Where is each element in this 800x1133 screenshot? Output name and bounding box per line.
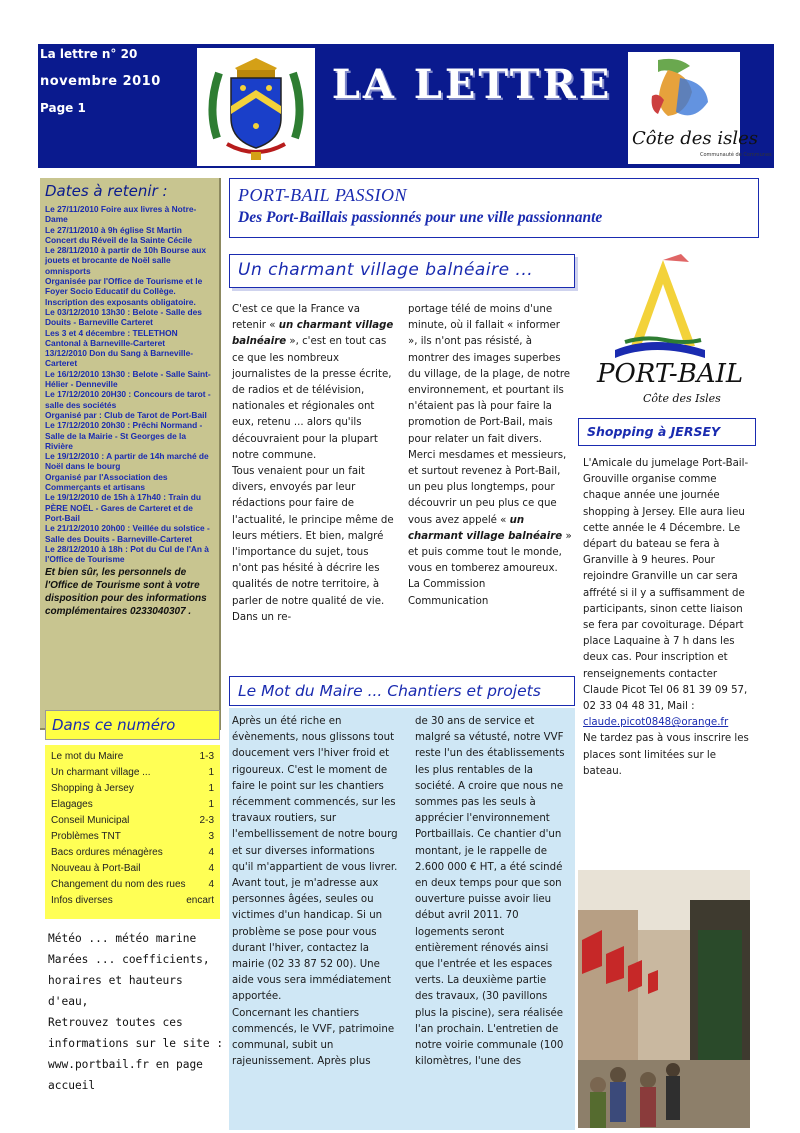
toc-label: Conseil Municipal [51, 815, 130, 826]
article-emphasis: un charmant village balnéaire [408, 514, 563, 542]
date-item: Le 17/12/2010 20H30 : Concours de tarot - salle des sociétés [45, 389, 211, 410]
issue-number: La lettre n° 20 [40, 47, 138, 61]
toc-label: Un charmant village ... [51, 767, 151, 778]
date-item: Le 19/12/2010 : A partir de 14h marché de Noël dans le bourg [45, 451, 209, 472]
issue-info [40, 46, 161, 116]
newsletter-title: LA LETTRE [331, 61, 613, 108]
date-item: Le 28/12/2010 à 18h : Pot du Cul de l'An à l'Office de Tourisme [45, 543, 209, 565]
article-text: Tous venaient pour un fait divers, envoyés par leur rédactions pour faire de l'actualité, le principe même de leurs métiers. Et bien, malgré l'importance du sujet, tous n'ont pas hésité à décrire les qualités de notre territoire, à parler de notre qualité de vie. Dans un re- [232, 466, 394, 623]
toc-title: Dans ce numéro [52, 716, 176, 734]
issue-date: novembre 2010 [40, 74, 161, 89]
jersey-street-photo [578, 870, 750, 1128]
article-text: C'est ce que la France va retenir « [232, 304, 360, 332]
date-item: Le 21/12/2010 20h00 : Veillée du solstice - Salle des Douits - Barneville-Carteret [45, 523, 210, 544]
toc-label: Problèmes TNT [51, 831, 121, 842]
meteo-note [48, 928, 226, 1096]
toc-row[interactable] [51, 781, 214, 797]
maire-article-header [229, 676, 575, 706]
dates-panel [40, 178, 221, 730]
date-item: Le 19/12/2010 de 15h à 17h40 : Train du PÈRE NOËL - Gares de Carteret et de Port-Bail [45, 492, 201, 523]
contact-email-link[interactable]: claude.picot0848@orange.fr [583, 717, 729, 729]
jersey-article-title: Shopping à JERSEY [587, 424, 721, 439]
port-bail-logo-subtext: Côte des Isles [643, 392, 721, 405]
date-item: Les 3 et 4 décembre : TELETHON Cantonal à Barneville-Carteret [45, 327, 178, 348]
article-signature: La Commission [408, 579, 486, 591]
jersey-article-body [583, 456, 753, 780]
toc-label: Changement du nom des rues [51, 879, 186, 890]
toc-page: 1 [208, 799, 214, 810]
toc-row[interactable] [51, 829, 214, 845]
village-column-1 [232, 302, 396, 626]
article-text: Avant tout, je m'adresse aux personnes âgées, seules ou victimes d'un handicap. Si un problème se pose pour vous durant l'hiver, contactez la mairie (02 33 87 52 00). Une aide vous sera immédiatement apportée. [232, 878, 391, 1003]
toc-page: 1 [208, 767, 214, 778]
cote-des-isles-logo [628, 52, 772, 164]
toc-page: 1 [208, 783, 214, 794]
toc-row[interactable] [51, 845, 214, 861]
toc-label: Elagages [51, 799, 93, 810]
toc-label: Shopping à Jersey [51, 783, 134, 794]
village-article-title: Un charmant village balnéaire ... [238, 260, 534, 280]
toc-row[interactable] [51, 797, 214, 813]
toc-row[interactable] [51, 813, 214, 829]
dates-title: Dates à retenir : [45, 182, 168, 200]
toc-row[interactable] [51, 765, 214, 781]
article-text: de 30 ans de service et malgré sa vétusté, notre VVF reste l'un des établissements les plus rentables de la société. A croire que nous ne sommes pas les seuls à apprécier l'environnement Portbaillais. Ce chantier d'un montant, je le rappelle de 2.600 000 € HT, a été scindé en deux temps pour que son ouverture puisse avoir lieu début avril 2011. 70 logements seront entièrement rénovés ainsi que l'entrée et les espaces verts. La deuxième partie des travaux, (30 pavillons plus la piscine), sera réalisée l'an prochain. L'entretien de notre voirie communale (100 kilomètres, l'une des [415, 716, 565, 1068]
logo-cote-text: Côte des isles [632, 128, 758, 149]
article-text: », c'est en tout cas ce que les nombreux journalistes de la presse écrite, de radios et de télévision, nationales et régionales ont eux, retenu ... alors qu'ils découvraient pour la plupart notre commune. [232, 336, 392, 461]
article-signature: Communication [408, 595, 489, 607]
date-item: Le 16/12/2010 13h30 : Belote - Salle Saint-Hélier - Denneville [45, 368, 211, 390]
date-item: 13/12/2010 Don du Sang à Barneville-Carteret [45, 348, 194, 369]
toc-label: Nouveau à Port-Bail [51, 863, 141, 874]
headline-subtitle: Des Port-Baillais passionnés pour une ville passionnante [238, 209, 603, 226]
date-item: Organisée par l'Office de Tourisme et le Foyer Socio Educatif du Collège. Inscription des exposants obligatoire. [45, 276, 203, 307]
date-item: Le 03/12/2010 13h30 : Belote - Salle des Douits - Barneville Carteret [45, 306, 202, 328]
maire-column-1 [232, 714, 399, 1070]
toc-row[interactable] [51, 861, 214, 877]
dates-footer: Et bien sûr, les personnels de l'Office de Tourisme sont à votre disposition pour des informations complémentaires 0233040307 . [45, 567, 207, 618]
date-item: Le 17/12/2010 20h30 : Prêchi Normand - Salle de la Mairie - St Georges de la Rivière [45, 420, 203, 451]
article-text: L'Amicale du jumelage Port-Bail-Grouville organise comme chaque année une journée shopping à Jersey. Elle aura lieu cette année le 4 Décembre. Le départ du bateau se fera à Granville à 9 heures. Pour rejoindre Granville un car sera affrété si il y a suffisamment de participants, sinon cette liaison se fera par covoiturage. Départ place Laquaine à 7 h dans les deux cas. Pour inscription et renseignements contacter Claude Picot Tel 06 81 39 09 57, 02 33 04 48 31, Mail : [583, 458, 749, 713]
maire-column-2 [415, 714, 567, 1070]
toc-page: 1-3 [199, 751, 214, 762]
meteo-line: Retrouvez toutes ces informations sur le site : www.portbail.fr en page accueil [48, 1016, 224, 1092]
dates-list [45, 204, 214, 564]
meteo-line: Marées ... coefficients, horaires et hauteurs d'eau, [48, 953, 210, 1008]
article-text: » et puis comme tout le monde, vous en tomberez amoureux. [408, 530, 572, 575]
article-text: Ne tardez pas à vous inscrire les places sont limitées sur le bateau. [583, 733, 749, 777]
article-text: Après un été riche en évènements, nous glissons tout doucement vers l'hiver froid et rigoureux. C'est le moment de faire le point sur les chantiers récemment commencés, sur les travaux routiers, sur l'embellissement de notre bourg et sur diverses informations qu'il m'appartient de vous livrer. [232, 716, 398, 873]
date-item: Organisé par l'Association des Commerçants et artisans [45, 471, 168, 493]
toc-row[interactable] [51, 877, 214, 893]
port-bail-logo [585, 254, 744, 409]
village-column-2 [408, 302, 572, 610]
toc-page: 4 [208, 879, 214, 890]
jersey-article-header [578, 418, 756, 446]
date-item: Organisé par : Club de Tarot de Port-Bail [45, 409, 207, 420]
date-item: Le 27/11/2010 à 9h église St Martin Concert du Réveil de la Sainte Cécile [45, 224, 193, 245]
headline-title: PORT-BAIL PASSION [238, 185, 407, 205]
toc-label: Infos diverses [51, 895, 113, 906]
toc-page: 2-3 [199, 815, 214, 826]
toc-label: Le mot du Maire [51, 751, 124, 762]
toc-panel [45, 745, 220, 919]
port-bail-logo-text: PORT-BAIL [597, 359, 744, 389]
toc-page: 4 [208, 863, 214, 874]
village-article-header [229, 254, 575, 288]
headline-box [229, 178, 759, 238]
toc-row[interactable] [51, 749, 214, 765]
toc-label: Bacs ordures ménagères [51, 847, 163, 858]
toc-page: 4 [208, 847, 214, 858]
toc-row[interactable] [51, 893, 214, 909]
meteo-line: Météo ... météo marine [48, 932, 197, 945]
logo-cote-subtext: Communauté de Communes [700, 152, 772, 158]
toc-page: 3 [208, 831, 214, 842]
date-item: Le 27/11/2010 Foire aux livres à Notre-Dame [45, 204, 197, 225]
date-item: Le 28/11/2010 à partir de 10h Bourse aux jouets et brocante de Noël salle omnisports [45, 245, 207, 276]
toc-header [45, 710, 220, 740]
page-number: Page 1 [40, 101, 86, 115]
coat-of-arms-logo [197, 48, 315, 166]
toc-page: encart [186, 895, 214, 906]
article-text: Concernant les chantiers commencés, le VVF, patrimoine communal, subit un rajeunissement. Après plus [232, 1007, 395, 1068]
article-text: portage télé de moins d'une minute, où il fallait « informer », ils n'ont pas résisté, à montrer des images superbes du village, de la plage, de notre environnement, et pourtant ils n'étaient pas là pour faire la promotion de Port-Bail, mais pour relater un fait divers. Merci mesdames et messieurs, et surtout revenez à Port-Bail, un peu plus longtemps, pour découvrir un peu plus ce que vous avez appelé « [408, 304, 571, 526]
newsletter-title-box [322, 50, 622, 120]
maire-article-title: Le Mot du Maire ... Chantiers et projets [238, 682, 541, 700]
article-emphasis: un charmant village balnéaire [232, 320, 394, 348]
